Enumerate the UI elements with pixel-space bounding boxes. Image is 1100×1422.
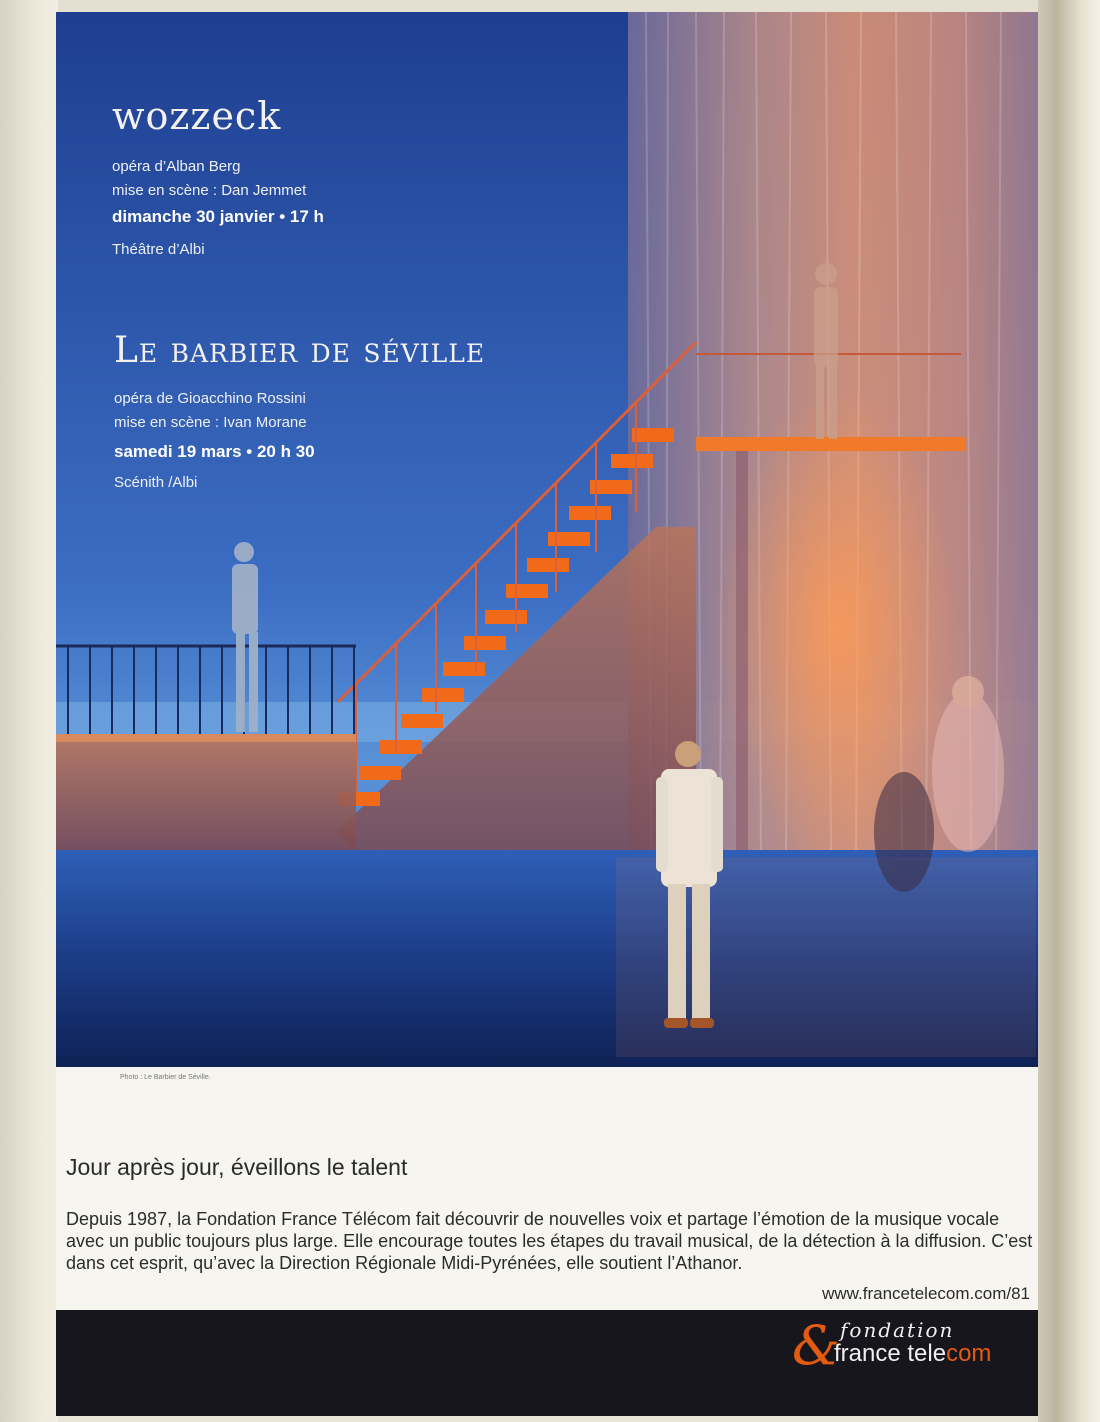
barbier-director: mise en scène : Ivan Morane — [114, 414, 307, 431]
wozzeck-composer: opéra d’Alban Berg — [112, 158, 241, 175]
logo-text-accent: com — [946, 1340, 992, 1367]
logo-line-fondation: fondation — [840, 1318, 955, 1342]
wozzeck-date: dimanche 30 janvier • 17 h — [112, 207, 324, 226]
wozzeck-venue: Théâtre d’Albi — [112, 241, 205, 258]
footer-band — [56, 1310, 1038, 1416]
ampersand-logo-icon: & — [792, 1314, 841, 1377]
photo-credit: Photo : Le Barbier de Séville. — [120, 1074, 211, 1081]
website-link[interactable]: www.francetelecom.com/81 — [822, 1284, 1030, 1303]
fondation-france-telecom-logo — [790, 1314, 1030, 1378]
headline: Jour après jour, éveillons le talent — [66, 1154, 408, 1180]
barbier-composer: opéra de Gioacchino Rossini — [114, 390, 306, 407]
wozzeck-title: wozzeck — [112, 94, 282, 138]
wozzeck-director: mise en scène : Dan Jemmet — [112, 182, 307, 199]
scan-right-edge — [1038, 0, 1100, 1422]
stage-photo — [56, 12, 1038, 1067]
barbier-date: samedi 19 mars • 20 h 30 — [114, 442, 315, 461]
brochure-page — [56, 12, 1038, 1416]
show-listings — [56, 12, 1038, 1067]
body-paragraph: Depuis 1987, la Fondation France Télécom fait découvrir de nouvelles voix et partage l’émotion de la musique vocale avec un public toujours plus large. Elle encourage toutes les étapes du travail musical, de la détection à la diffusion. C’est dans cet esprit, qu’avec la Direction Régionale Midi-Pyrénées, elle soutient l’Athanor. — [66, 1209, 1033, 1273]
barbier-venue: Scénith /Albi — [114, 474, 198, 491]
logo-text-main: france tele — [834, 1340, 947, 1367]
barbier-title: Le barbier de séville — [114, 330, 486, 371]
logo-line-france-telecom — [834, 1340, 991, 1368]
scan-left-edge — [0, 0, 58, 1422]
